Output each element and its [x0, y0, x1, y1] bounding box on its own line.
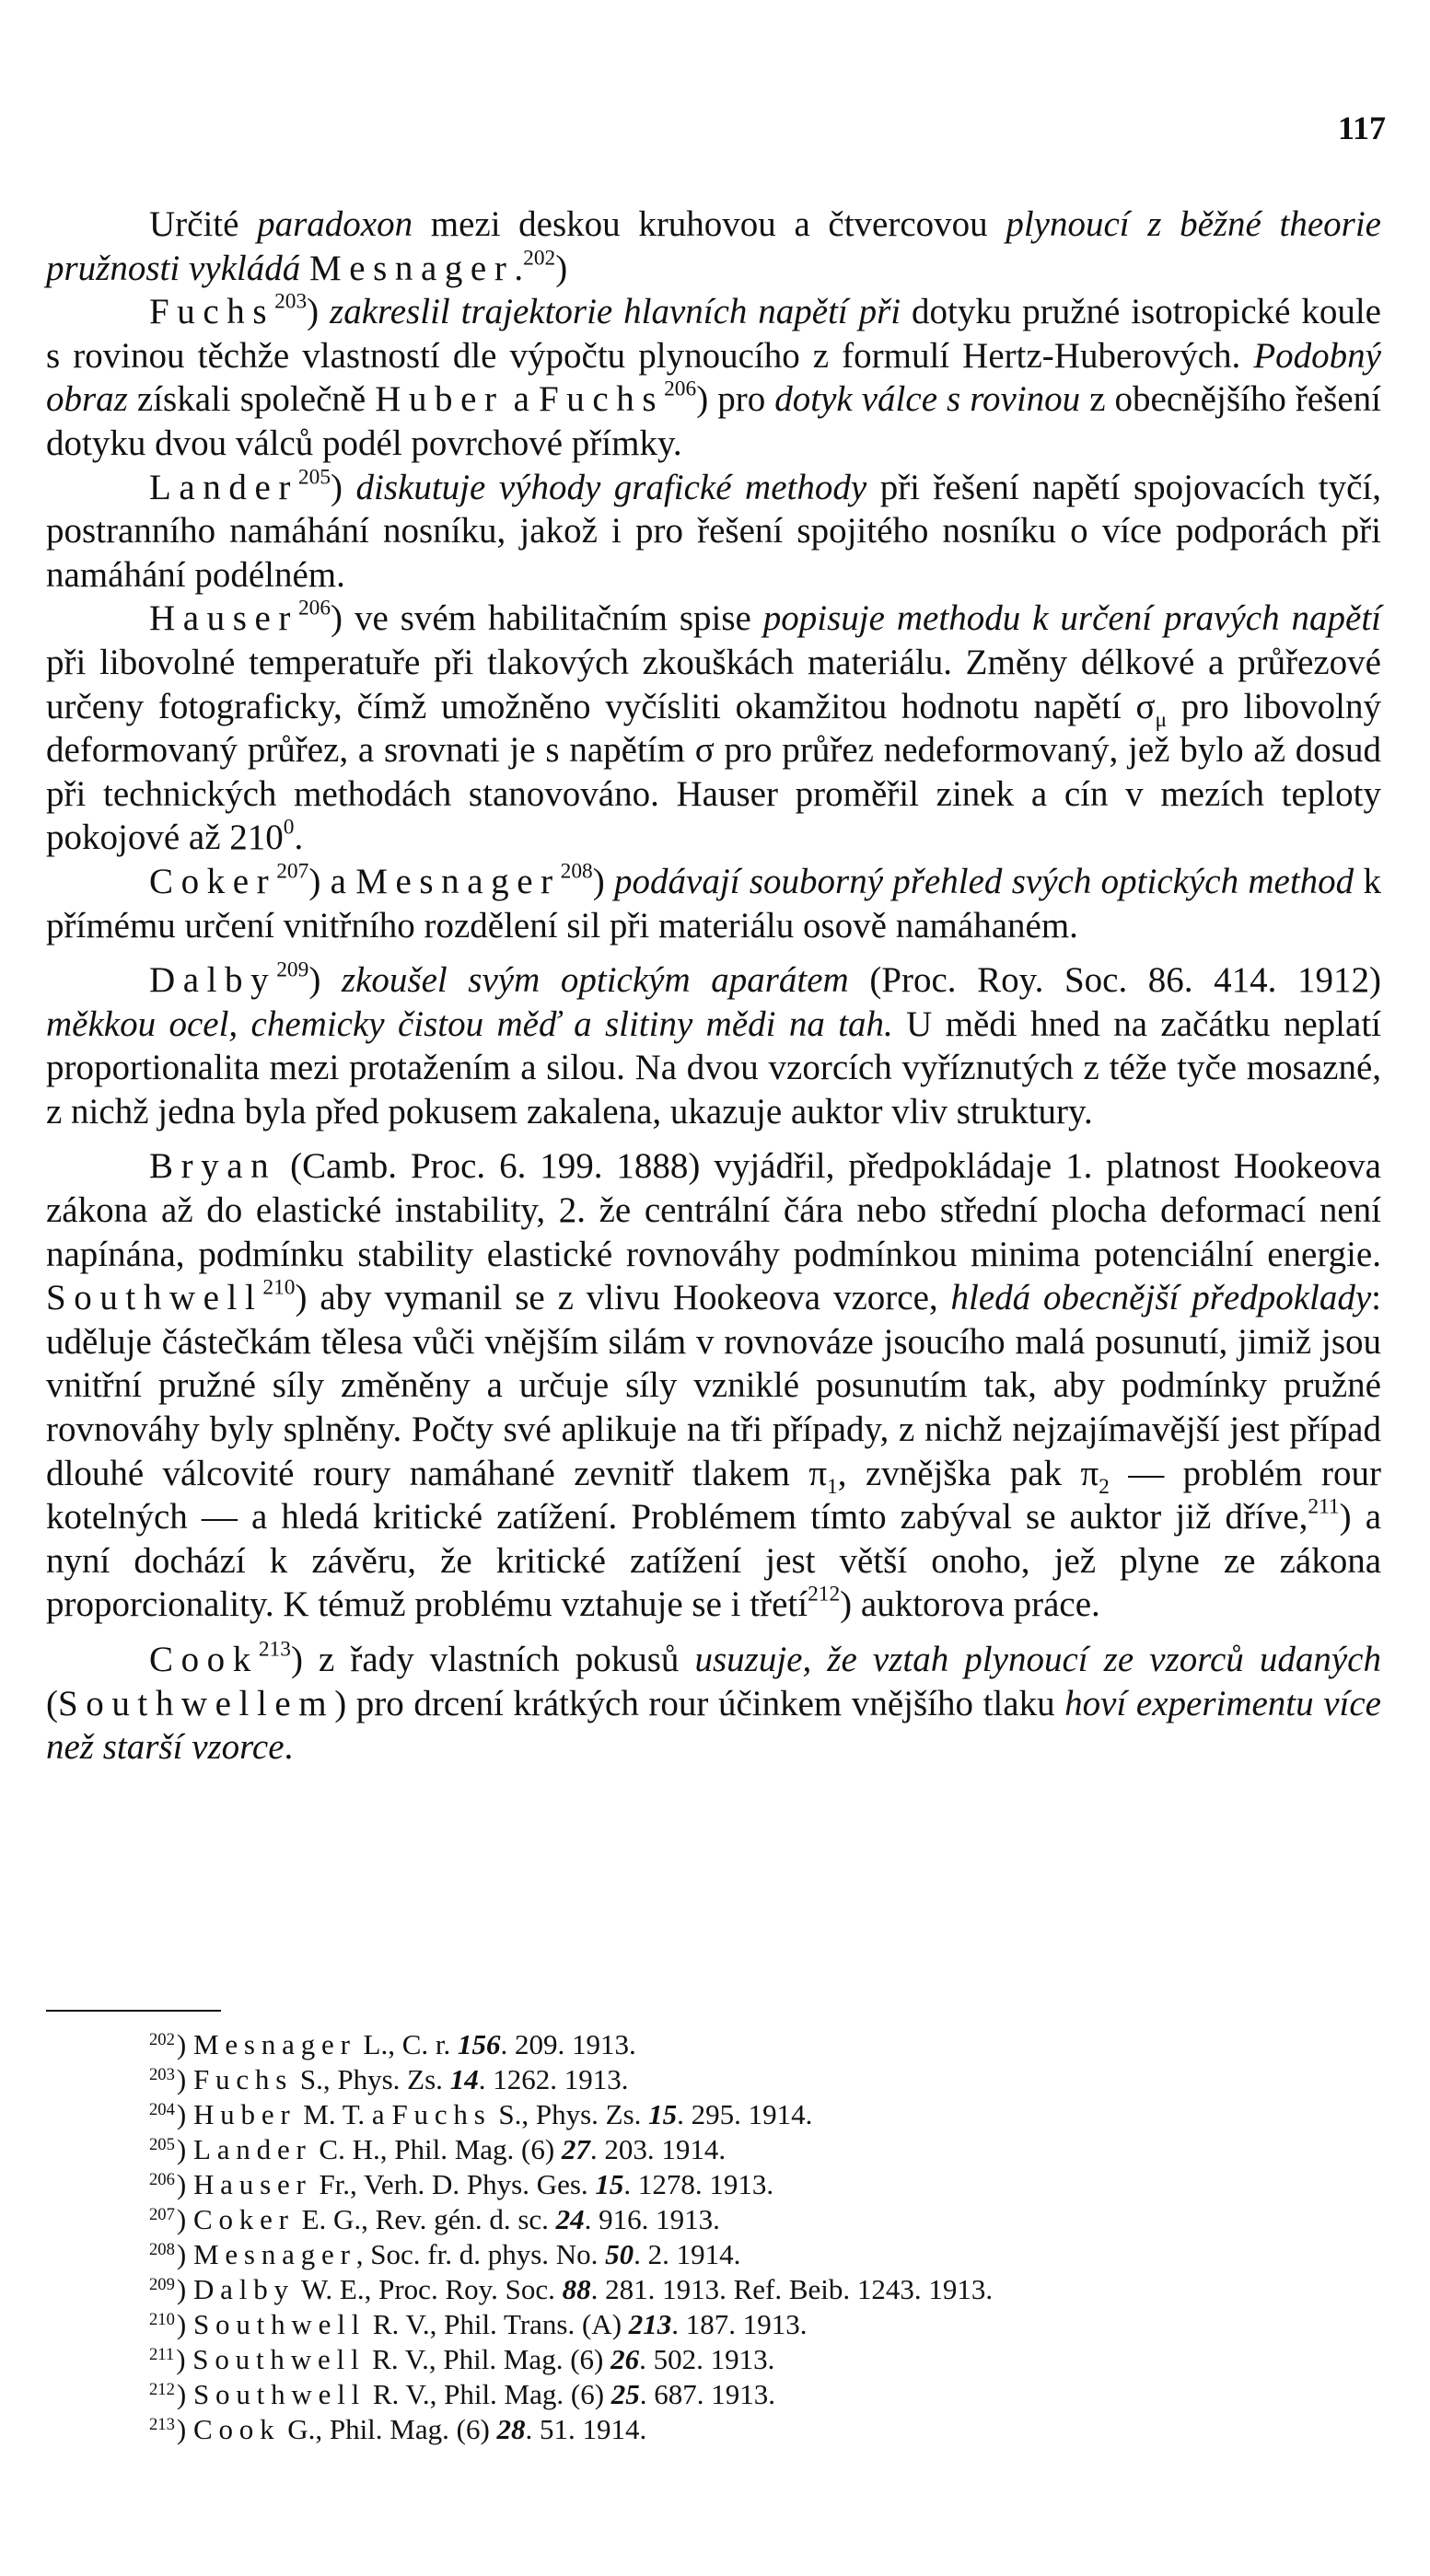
paragraph-bryan-southwell: Bryan (Camb. Proc. 6. 199. 1888) vyjádřil, předpokládaje 1. platnost Hookeova zákona až do elastické instability, 2. že centrální čára nebo střední plocha deformací není napínána, podmínku stability elastické rovnováhy podmínkou minima potenciální energie. Southwell$^{210}$) aby vymanil se z vlivu Hookeova vzorce, hledá obecnější předpoklady: uděluje částečkám tělesa vůči vnějším silám v rovnováze jsoucího malá posunutí, jimiž jsou vnitřní pružné síly změněny a určuje síly vzniklé posunutím tak, aby podmínky pružné rovnováhy byly splněny. Počty své aplikuje na tři případy, z nichž nejzajímavější jest případ dlouhé válcovité roury namáhané zevnitř tlakem $\pi_1$, zvnějška pak $\pi_2$ — problém rour kotelných — a hledá kritické zatížení. Problémem tímto zabýval se auktor již dříve,$^{211}$) a nyní dochází k závěru, že kritické zatížení jest větší onoho, jež plyne ze zákona proporcionality. K témuž problému vztahuje se i třetí$^{212}$) auktorova práce. [46, 1146, 1381, 1625]
footnote-ref: 207 [276, 859, 309, 884]
footnote-ref: 211 [1308, 1494, 1340, 1519]
author-name: Fuchs [149, 292, 275, 332]
paragraph-hauser: Hauser$^{206}$) ve svém habilitačním spise popisuje methodu k určení pravých napětí při libovolné temperatuře při tlakových zkouškách materiálu. Změny délkové a průřezové určeny fotograficky, čímž umožněno vyčísliti okamžitou hodnotu napětí $\sigma_\mu$ pro libovolný deformovaný průřez, a srovnati je s napětím σ pro průřez nedeformovaný, jež bylo až dosud při technických methodách stanovováno. Hauser proměřil zinek a cín v mezích teploty pokojové až $210^0$. [46, 596, 1381, 858]
author-name: Southwell [46, 1278, 263, 1318]
paragraph-mesnager-paradox: Určité paradoxon mezi deskou kruhovou a čtvercovou plynoucí z běžné theorie pružnosti vykládá Mesnager.$^{202}$) [46, 204, 1381, 288]
footnote-ref: 210 [262, 1275, 296, 1300]
footnote-ref: 206 [297, 596, 331, 621]
paragraph-lander: Lander$^{205}$) diskutuje výhody grafické methody při řešení napětí spojovacích tyčí, postranního namáhání nosníku, jakož i pro řešení spojitého nosníku o více podporách při namáhání podélném. [46, 465, 1381, 595]
footnote-ref: 208 [560, 859, 593, 884]
paragraph-coker-mesnager: Coker$^{207}$) a Mesnager$^{208}$) podávají souborný přehled svých optických method k přímému určení vnitřního rozdělení sil při materiálu osově namáhaném. [46, 859, 1381, 946]
author-name: Huber [375, 379, 505, 420]
footnote-ref: 213 [258, 1637, 291, 1662]
paragraph-dalby: Dalby$^{209}$) zkoušel svým optickým aparátem (Proc. Roy. Soc. 86. 414. 1912) měkkou ocel, chemicky čistou měď a slitiny mědi na tah. U mědi hned na začátku neplatí proportionalita mezi protažením a silou. Na dvou vzorcích vyříznutých z téže tyče mosazné, z nichž jedna byla před pokusem zakalena, ukazuje auktor vliv struktury. [46, 957, 1382, 1131]
author-name: Hauser [149, 598, 298, 639]
footnote-ref: 205 [297, 465, 331, 490]
author-name: Dalby [149, 960, 277, 1001]
page-number: 117 [1337, 110, 1386, 146]
author-name: Southwellem [58, 1683, 335, 1723]
author-name: Coker [149, 861, 277, 901]
author-name: Bryan [149, 1146, 277, 1187]
footnote-207: $^{207}$) Coker E. G., Rev. gén. d. sc. 24. 916. 1913. [149, 2203, 720, 2236]
footnote-213: $^{213}$) Cook G., Phil. Mag. (6) 28. 51. 1914. [149, 2413, 647, 2446]
author-name: Mesnager [308, 248, 515, 288]
footnote-212: $^{212}$) Southwell R. V., Phil. Mag. (6) 25. 687. 1913. [149, 2378, 776, 2411]
footnote-ref: 203 [274, 289, 308, 314]
author-name: Fuchs [539, 379, 665, 420]
author-name: Mesnager [355, 861, 561, 901]
paragraph-fuchs: Fuchs$^{203}$) zakreslil trajektorie hlavních napětí při dotyku pružné isotropické koule s rovinou těchže vlastností dle výpočtu plynoucího z formulí Hertz-Huberových. Podobný obraz získali společně Huber a Fuchs$^{206}$) pro dotyk válce s rovinou z obecnějšího řešení dotyku dvou válců podél povrchové přímky. [46, 289, 1381, 463]
author-name: Lander [149, 467, 298, 507]
author-name: Cook [149, 1640, 259, 1679]
footnote-203: $^{203}$) Fuchs S., Phys. Zs. 14. 1262. 1913. [149, 2063, 629, 2096]
footnote-206: $^{206}$) Hauser Fr., Verh. D. Phys. Ges. 15. 1278. 1913. [149, 2168, 774, 2201]
footnote-210: $^{210}$) Southwell R. V., Phil. Trans. (A) 213. 187. 1913. [149, 2308, 808, 2341]
footnote-205: $^{205}$) Lander C. H., Phil. Mag. (6) 27. 203. 1914. [149, 2133, 727, 2166]
footnote-209: $^{209}$) Dalby W. E., Proc. Roy. Soc. 88. 281. 1913. Ref. Beib. 1243. 1913. [149, 2273, 994, 2306]
footnote-ref: 202 [523, 246, 556, 271]
footnotes [149, 2025, 1383, 2445]
footnote-divider [46, 2010, 221, 2012]
paragraph-cook: Cook$^{213}$) z řady vlastních pokusů usuzuje, že vztah plynoucí ze vzorců udaných (Southwellem) pro drcení krátkých rour účinkem vnějšího tlaku hoví experimentu více než starší vzorce. [46, 1637, 1381, 1768]
footnote-204: $^{204}$) Huber M. T. a Fuchs S., Phys. Zs. 15. 295. 1914. [149, 2098, 813, 2131]
footnote-ref: 212 [808, 1583, 841, 1607]
main-text [46, 203, 1381, 1770]
footnote-211: $^{211}$) Southwell R. V., Phil. Mag. (6) 26. 502. 1913. [149, 2343, 775, 2376]
footnote-208: $^{208}$) Mesnager, Soc. fr. d. phys. No. 50. 2. 1914. [149, 2238, 741, 2271]
footnote-202: $^{202}$) Mesnager L., C. r. 156. 209. 1913. [149, 2028, 636, 2061]
footnote-ref: 209 [276, 957, 309, 982]
footnote-ref: 206 [664, 377, 697, 401]
